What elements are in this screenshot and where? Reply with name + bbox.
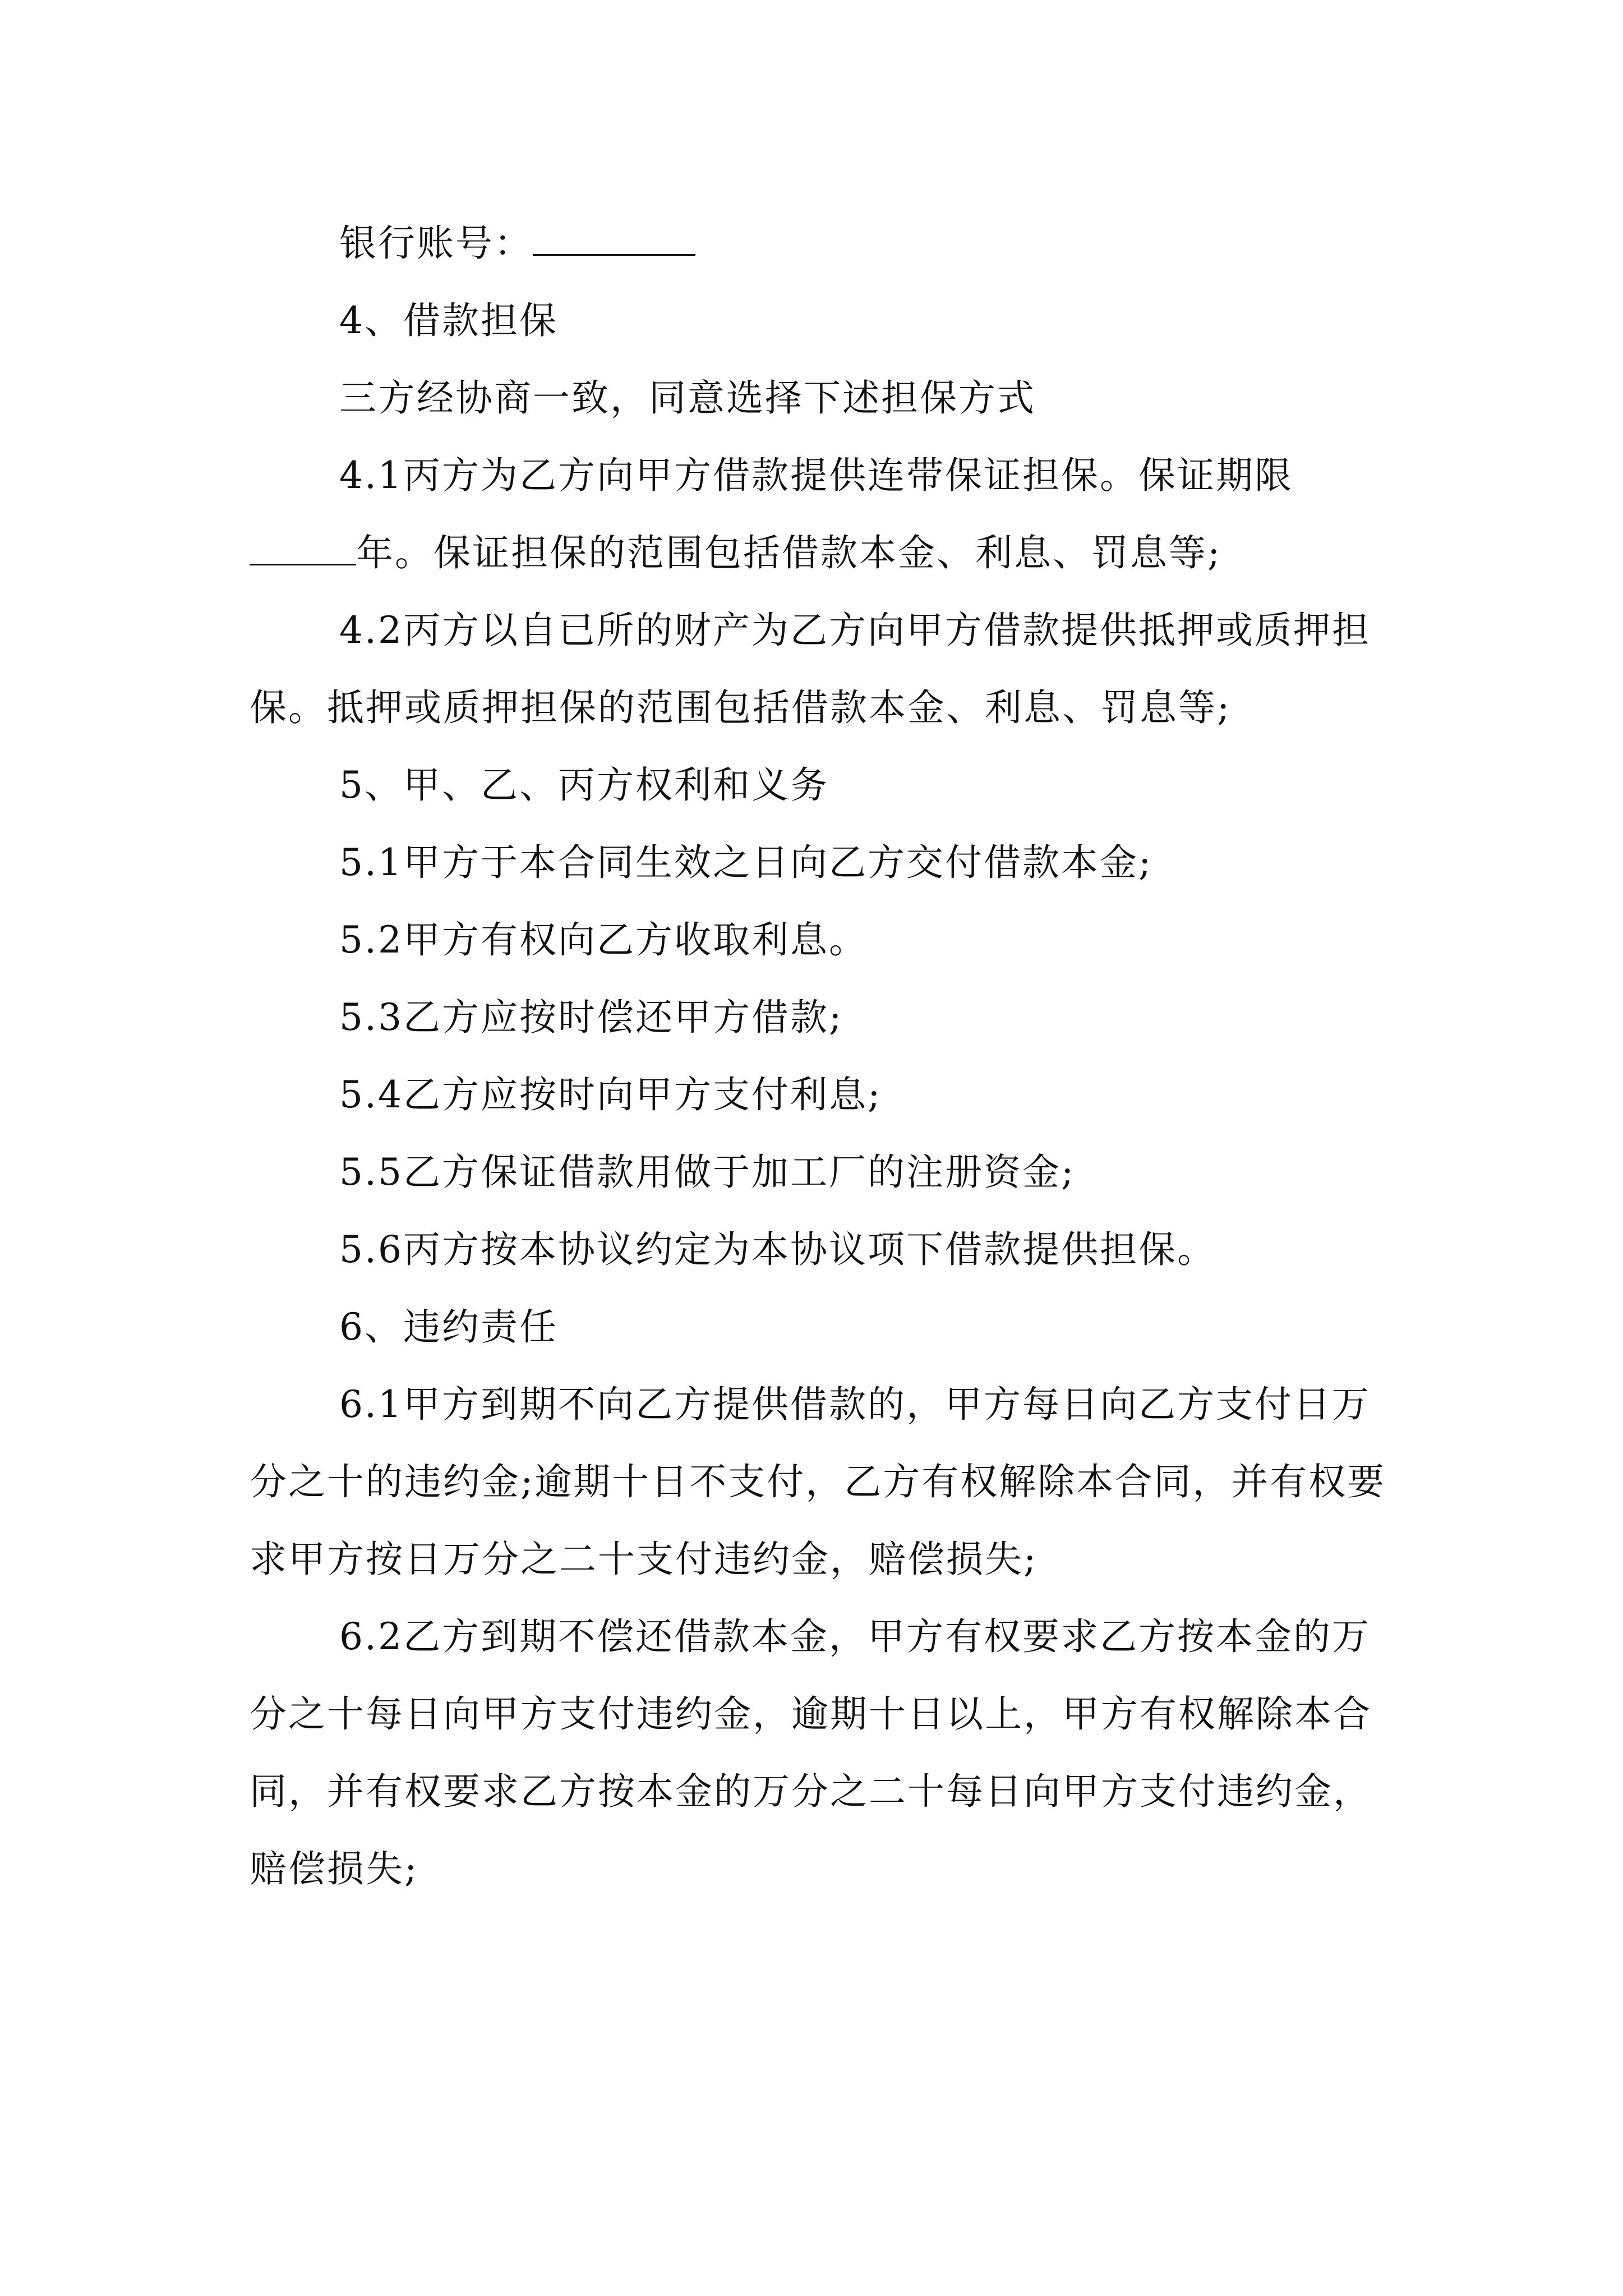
clause-5-1: 5.1甲方于本合同生效之日向乙方交付借款本金; (339, 841, 1153, 884)
section-5-heading: 5、甲、乙、丙方权利和义务 (339, 763, 829, 807)
clause-5-3: 5.3乙方应按时偿还甲方借款; (339, 996, 843, 1039)
document-body (250, 205, 1388, 1908)
bank-account-line (250, 205, 1388, 282)
clause-4-2: 4.2丙方以自已所的财产为乙方向甲方借款提供抵押或质押担保。抵押或质押担保的范围包括借款本金、利息、罚息等; (250, 609, 1371, 729)
clause-5-4: 5.4乙方应按时向甲方支付利息; (339, 1073, 882, 1116)
clause-6-1: 6.1甲方到期不向乙方提供借款的，甲方每日向乙方支付日万分之十的违约金;逾期十日不支付，乙方有权解除本合同，并有权要求甲方按日万分之二十支付违约金，赔偿损失; (250, 1383, 1386, 1581)
clause-6-2: 6.2乙方到期不偿还借款本金，甲方有权要求乙方按本金的万分之十每日向甲方支付违约金，逾期十日以上，甲方有权解除本合同，并有权要求乙方按本金的万分之二十每日向甲方支付违约金，赔偿损失; (250, 1615, 1372, 1890)
section-4-heading: 4、借款担保 (339, 299, 558, 342)
guarantee-years-blank (250, 529, 356, 565)
clause-4-1-part-b: 年。保证担保的范围包括借款本金、利息、罚息等; (356, 531, 1222, 574)
section-6-heading: 6、违约责任 (339, 1305, 558, 1349)
bank-account-label: 银行账号： (339, 222, 533, 265)
clause-4-1 (250, 437, 1388, 592)
clause-5-2: 5.2甲方有权向乙方收取利息。 (339, 918, 868, 961)
clause-5-5: 5.5乙方保证借款用做于加工厂的注册资金; (339, 1151, 1076, 1194)
bank-account-blank (533, 219, 695, 256)
clause-4-1-part-a: 4.1丙方为乙方向甲方借款提供连带保证担保。保证期限 (339, 454, 1293, 497)
guarantee-intro: 三方经协商一致，同意选择下述担保方式 (339, 376, 1036, 420)
clause-5-6: 5.6丙方按本协议约定为本协议项下借款提供担保。 (339, 1228, 1216, 1271)
